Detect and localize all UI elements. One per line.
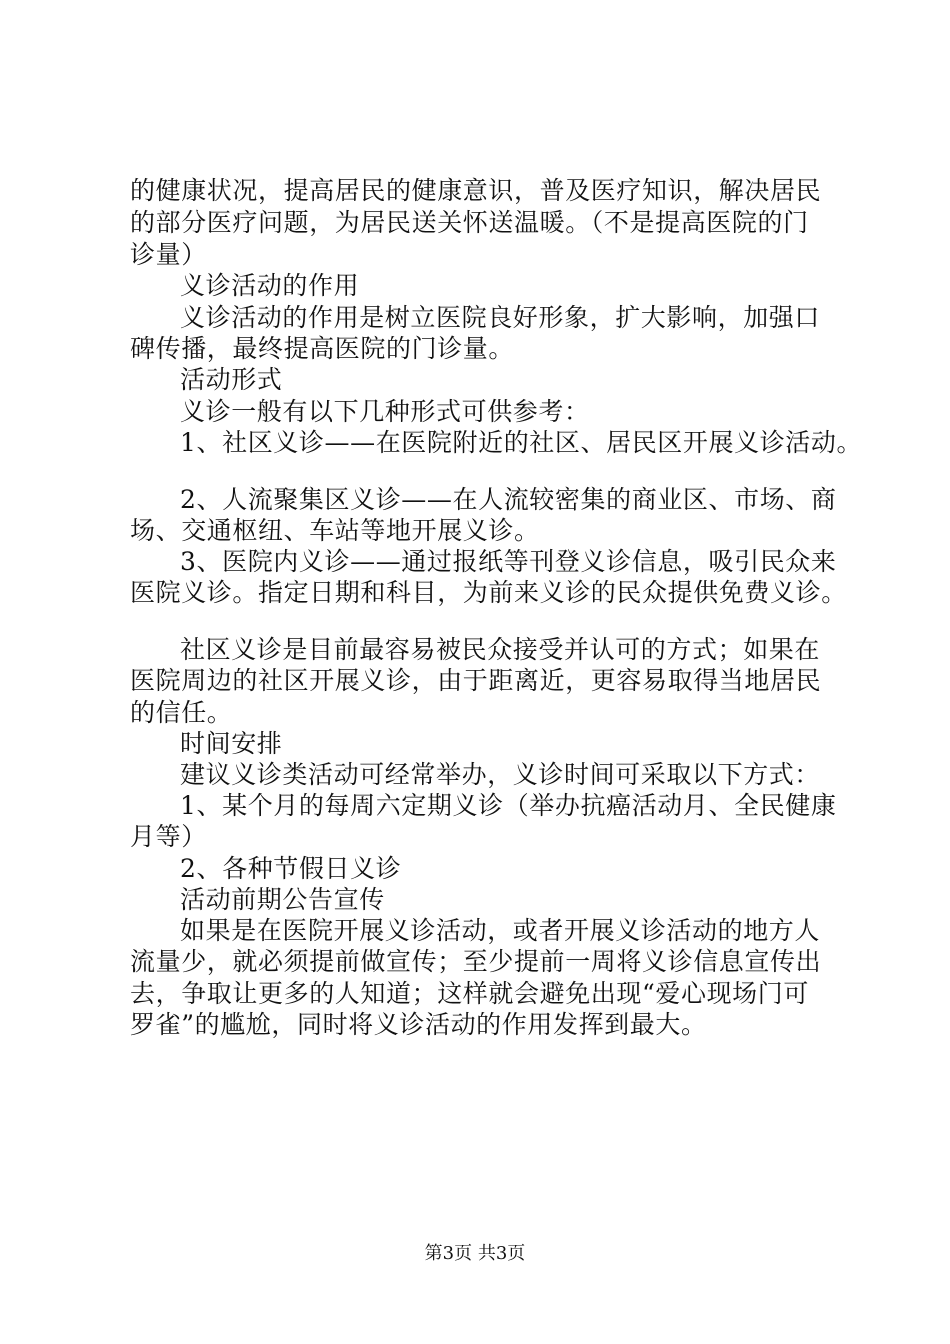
paragraph-line: 的健康状况，提高居民的健康意识，普及医疗知识，解决居民 bbox=[130, 176, 822, 205]
list-item: 1、某个月的每周六定期义诊（举办抗癌活动月、全民健康 bbox=[180, 791, 837, 820]
page-footer: 第3页 共3页 bbox=[424, 1243, 526, 1264]
paragraph-line: 罗雀”的尴尬，同时将义诊活动的作用发挥到最大。 bbox=[130, 1010, 707, 1039]
paragraph-line: 场、交通枢纽、车站等地开展义诊。 bbox=[130, 516, 540, 545]
paragraph-line: 社区义诊是目前最容易被民众接受并认可的方式；如果在 bbox=[180, 635, 821, 664]
paragraph-line: 月等） bbox=[130, 822, 207, 851]
list-item: 2、人流聚集区义诊——在人流较密集的商业区、市场、商 bbox=[180, 485, 837, 514]
paragraph-line: 如果是在医院开展义诊活动，或者开展义诊活动的地方人 bbox=[180, 916, 821, 945]
list-item: 2、各种节假日义诊 bbox=[180, 854, 402, 883]
paragraph-line: 流量少，就必须提前做宣传；至少提前一周将义诊信息宣传出 bbox=[130, 947, 822, 976]
paragraph-line: 义诊活动的作用是树立医院良好形象，扩大影响，加强口 bbox=[180, 303, 821, 332]
section-heading: 时间安排 bbox=[180, 729, 283, 758]
list-item: 1、社区义诊——在医院附近的社区、居民区开展义诊活动。 bbox=[180, 428, 863, 457]
paragraph-line: 去，争取让更多的人知道；这样就会避免出现“爱心现场门可 bbox=[130, 979, 809, 1008]
paragraph-line: 的部分医疗问题，为居民送关怀送温暖。（不是提高医院的门 bbox=[130, 208, 809, 237]
section-heading: 义诊活动的作用 bbox=[180, 271, 360, 300]
paragraph-line: 义诊一般有以下几种形式可供参考： bbox=[180, 397, 590, 426]
list-item: 3、医院内义诊——通过报纸等刊登义诊信息，吸引民众来 bbox=[180, 547, 837, 576]
paragraph-line: 医院义诊。指定日期和科目，为前来义诊的民众提供免费义诊。 bbox=[130, 578, 847, 607]
paragraph-line: 碑传播，最终提高医院的门诊量。 bbox=[130, 334, 515, 363]
paragraph-line: 诊量） bbox=[130, 240, 207, 269]
section-heading: 活动形式 bbox=[180, 365, 283, 394]
paragraph-line: 的信任。 bbox=[130, 698, 233, 727]
paragraph-line: 医院周边的社区开展义诊，由于距离近，更容易取得当地居民 bbox=[130, 666, 822, 695]
paragraph-line: 建议义诊类活动可经常举办，义诊时间可采取以下方式： bbox=[180, 760, 821, 789]
section-heading: 活动前期公告宣传 bbox=[180, 885, 385, 914]
